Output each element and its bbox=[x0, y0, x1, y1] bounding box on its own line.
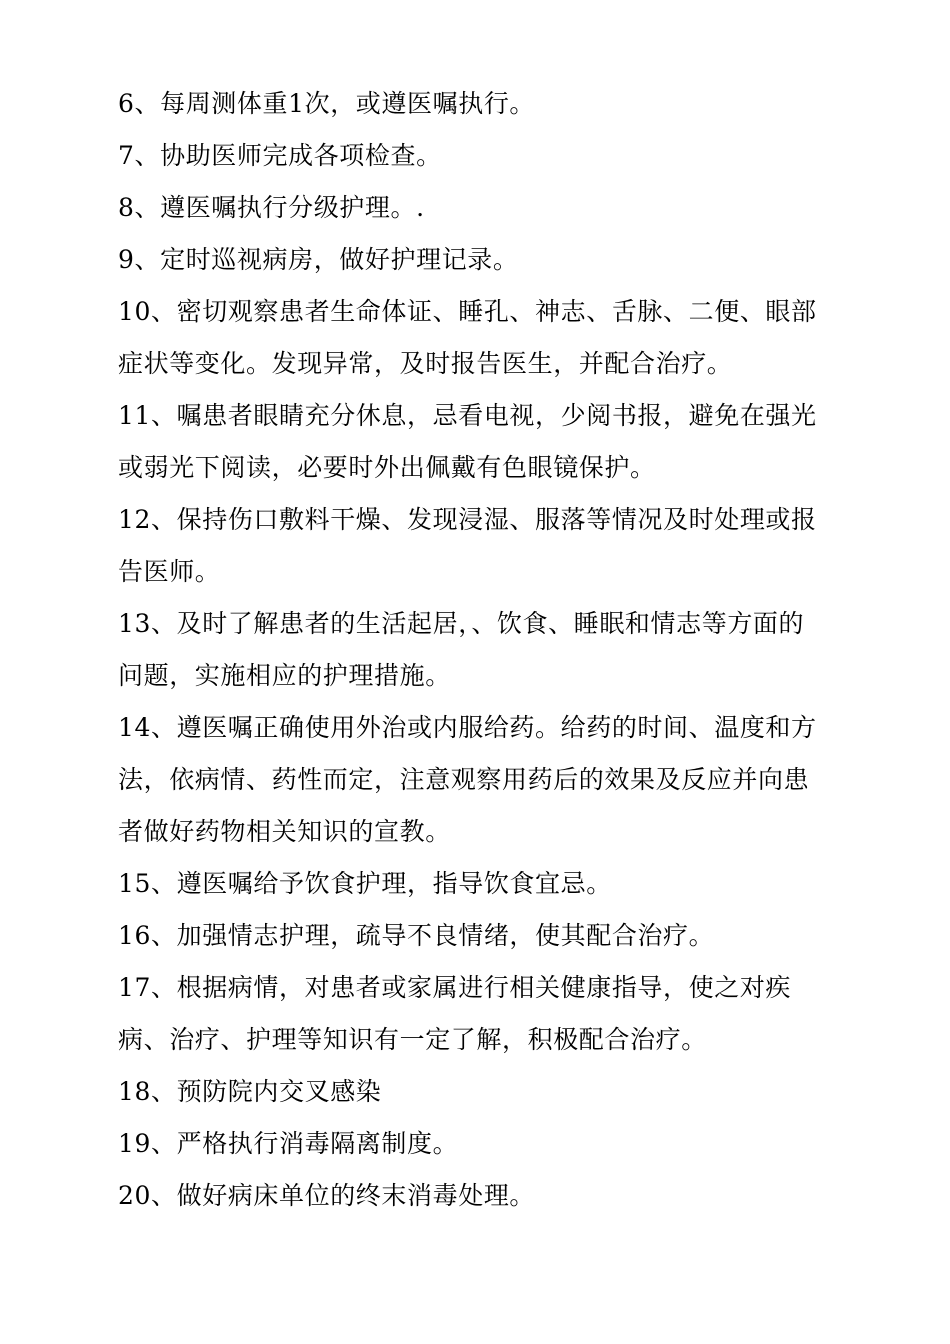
list-item: 12、保持伤口敷料干燥、发现浸湿、服落等情况及时处理或报告医师。 bbox=[118, 505, 817, 586]
list-item: 9、定时巡视病房，做好护理记录。 bbox=[118, 245, 519, 274]
list-item: 6、每周测体重1次，或遵医嘱执行。 bbox=[118, 89, 536, 118]
document-page bbox=[118, 78, 828, 1222]
list-item: 10、密切观察患者生命体证、睡孔、神志、舌脉、二便、眼部症状等变化。发现异常，及时报告医生，并配合治疗。 bbox=[118, 297, 817, 378]
list-item: 8、遵医嘱执行分级护理。. bbox=[118, 193, 425, 222]
list-item: 16、加强情志护理，疏导不良情绪，使其配合治疗。 bbox=[118, 921, 715, 950]
list-item: 14、遵医嘱正确使用外治或内服给药。给药的时间、温度和方法，依病情、药性而定，注意观察用药后的效果及反应并向患者做好药物相关知识的宣教。 bbox=[118, 713, 817, 846]
list-item: 18、预防院内交叉感染 bbox=[118, 1077, 382, 1106]
list-item: 15、遵医嘱给予饮食护理，指导饮食宜忌。 bbox=[118, 869, 612, 898]
list-item: 11、嘱患者眼睛充分休息，忌看电视，少阅书报，避免在强光或弱光下阅读，必要时外出佩戴有色眼镜保护。 bbox=[118, 401, 817, 482]
list-item: 17、根据病情，对患者或家属进行相关健康指导，使之对疾病、治疗、护理等知识有一定了解，积极配合治疗。 bbox=[118, 973, 792, 1054]
list-item: 7、协助医师完成各项检查。 bbox=[118, 141, 442, 170]
list-item: 13、及时了解患者的生活起居，、饮食、睡眠和情志等方面的问题，实施相应的护理措施。 bbox=[118, 609, 805, 690]
list-item: 19、严格执行消毒隔离制度。 bbox=[118, 1129, 459, 1158]
list-item: 20、做好病床单位的终末消毒处理。 bbox=[118, 1181, 536, 1210]
